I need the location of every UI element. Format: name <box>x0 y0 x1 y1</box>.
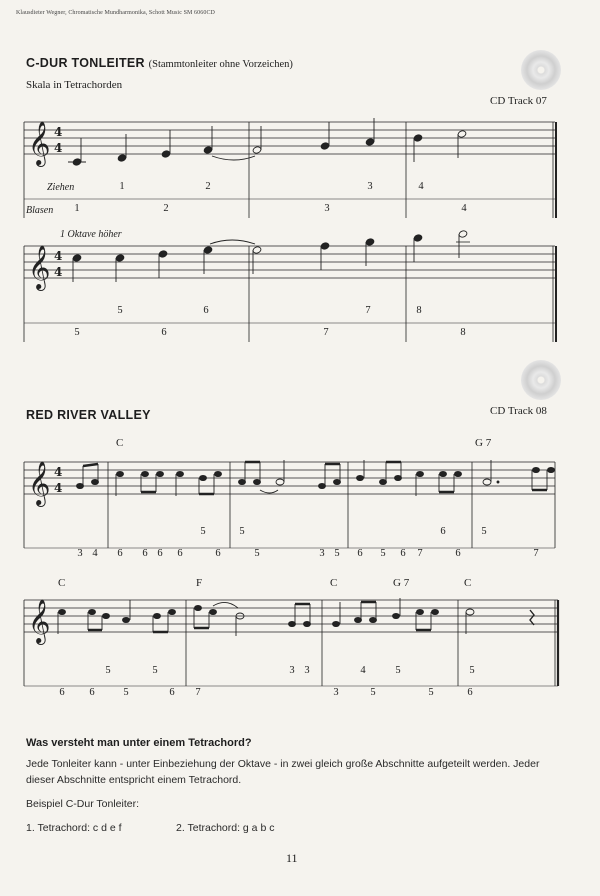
octave-label: 1 Oktave höher <box>60 229 122 240</box>
blasen-label: Blasen <box>26 205 54 216</box>
blow-number: 5 <box>74 327 80 338</box>
blow-number: 6 <box>142 548 148 559</box>
music-staff-3 <box>0 458 600 558</box>
blow-number: 4 <box>92 548 98 559</box>
blow-number: 6 <box>177 548 183 559</box>
svg-text:4: 4 <box>54 249 63 263</box>
tetrachord-2: 2. Tetrachord: g a b c <box>176 822 275 834</box>
chord-symbol: G 7 <box>393 577 410 589</box>
blow-number: 3 <box>324 203 330 214</box>
blow-number: 2 <box>163 203 169 214</box>
blow-number: 6 <box>169 687 175 698</box>
example-label: Beispiel C-Dur Tonleiter: <box>26 798 140 810</box>
blow-number: 4 <box>461 203 467 214</box>
blow-number: 5 <box>428 687 434 698</box>
blow-number: 5 <box>334 548 340 559</box>
blow-number: 5 <box>123 687 129 698</box>
chord-symbol: G 7 <box>475 437 492 449</box>
page-number: 11 <box>286 851 298 865</box>
draw-number: 3 <box>367 181 373 192</box>
cd-icon <box>521 360 561 400</box>
blow-number: 6 <box>161 327 167 338</box>
chord-symbol: C <box>58 577 66 589</box>
section-title-text: C-DUR TONLEITER <box>26 56 145 70</box>
question-heading: Was versteht man unter einem Tetrachord? <box>26 737 252 749</box>
blow-number: 5 <box>370 687 376 698</box>
draw-number: 2 <box>205 181 211 192</box>
blow-number: 7 <box>323 327 329 338</box>
draw-number: 5 <box>469 665 475 676</box>
blow-number: 7 <box>417 548 423 559</box>
draw-number: 5 <box>481 526 487 537</box>
blow-number: 6 <box>117 548 123 559</box>
svg-text:4: 4 <box>54 481 63 495</box>
header-credit: Klausdieter Wegner, Chromatische Mundharmonika, Schott Music SM 6060CD <box>16 10 215 16</box>
draw-number: 5 <box>395 665 401 676</box>
blow-number: 1 <box>74 203 80 214</box>
chord-symbol: C <box>116 437 124 449</box>
blow-number: 5 <box>380 548 386 559</box>
draw-number: 5 <box>105 665 111 676</box>
draw-number: 5 <box>239 526 245 537</box>
blow-number: 7 <box>533 548 539 559</box>
draw-number: 4 <box>360 665 366 676</box>
chord-symbol: C <box>330 577 338 589</box>
draw-number: 6 <box>203 305 209 316</box>
blow-number: 3 <box>77 548 83 559</box>
blow-number: 6 <box>467 687 473 698</box>
tetrachord-1: 1. Tetrachord: c d e f <box>26 822 122 834</box>
svg-text:𝄞: 𝄞 <box>28 245 51 289</box>
draw-number: 3 <box>289 665 295 676</box>
section-title-c-dur <box>26 56 293 70</box>
blow-number: 6 <box>157 548 163 559</box>
blow-number: 7 <box>195 687 201 698</box>
blow-number: 3 <box>333 687 339 698</box>
music-staff-1 <box>0 118 600 218</box>
blow-number: 6 <box>400 548 406 559</box>
svg-text:4: 4 <box>54 465 63 479</box>
cd-icon <box>521 50 561 90</box>
blow-number: 5 <box>254 548 260 559</box>
svg-text:4: 4 <box>54 141 63 155</box>
cd-track-label: CD Track 07 <box>490 95 547 107</box>
music-staff-2 <box>0 242 600 342</box>
svg-text:4: 4 <box>54 125 63 139</box>
draw-number: 5 <box>152 665 158 676</box>
draw-number: 3 <box>304 665 310 676</box>
draw-number: 5 <box>200 526 206 537</box>
draw-number: 5 <box>117 305 123 316</box>
draw-number: 7 <box>365 305 371 316</box>
blow-number: 6 <box>357 548 363 559</box>
chord-symbol: C <box>464 577 472 589</box>
blow-number: 3 <box>319 548 325 559</box>
section-subtitle: (Stammtonleiter ohne Vorzeichen) <box>148 59 293 70</box>
music-staff-4 <box>0 596 600 696</box>
draw-number: 4 <box>418 181 424 192</box>
blow-number: 6 <box>215 548 221 559</box>
blow-number: 6 <box>59 687 65 698</box>
explanation-paragraph: Jede Tonleiter kann - unter Einbeziehung der Oktave - in zwei gleich große Abschnitte aufgeteilt werden. Jeder dieser Abschnitte entspricht einem Tetrachord. <box>26 758 540 786</box>
svg-text:𝄞: 𝄞 <box>28 121 51 165</box>
svg-text:𝄞: 𝄞 <box>28 599 51 643</box>
draw-number: 1 <box>119 181 125 192</box>
cd-track-label: CD Track 08 <box>490 405 547 417</box>
chord-symbol: F <box>196 577 203 589</box>
draw-number: 6 <box>440 526 446 537</box>
caption-tetrachorden: Skala in Tetrachorden <box>26 79 123 91</box>
blow-number: 8 <box>460 327 466 338</box>
svg-text:𝄞: 𝄞 <box>28 461 51 505</box>
ziehen-label: Ziehen <box>47 182 75 193</box>
svg-text:4: 4 <box>54 265 63 279</box>
section-title-red-river: RED RIVER VALLEY <box>26 408 151 422</box>
draw-number: 8 <box>416 305 422 316</box>
blow-number: 6 <box>455 548 461 559</box>
blow-number: 6 <box>89 687 95 698</box>
